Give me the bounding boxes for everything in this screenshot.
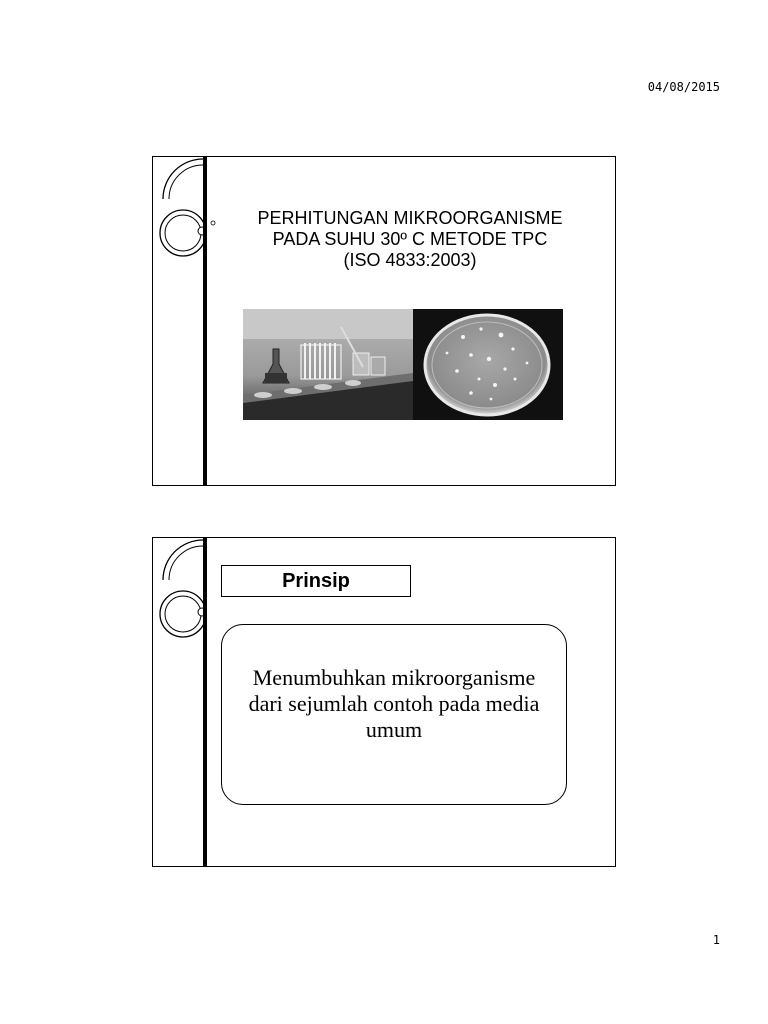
slide-2-heading: Prinsip — [221, 565, 411, 597]
page-number: 1 — [712, 933, 720, 947]
slide-accent-bar — [203, 157, 207, 485]
page-date: 04/08/2015 — [647, 80, 720, 94]
title-line-3: (ISO 4833:2003) — [343, 250, 477, 270]
petri-dish-photo — [413, 309, 563, 420]
title-line-1: PERHITUNGAN MIKROORGANISME — [257, 208, 563, 228]
title-line-2: PADA SUHU 30º C METODE TPC — [272, 229, 548, 249]
slide-1 — [152, 156, 616, 486]
decorative-circles-icon — [153, 157, 223, 267]
lab-and-petri-dish-photo — [243, 309, 563, 420]
principle-content-box — [221, 624, 567, 805]
lab-glassware-photo — [243, 309, 413, 420]
slide-2 — [152, 537, 616, 867]
decorative-circles-icon — [153, 538, 223, 648]
slide-1-title — [215, 208, 605, 271]
slide-accent-bar — [203, 538, 207, 866]
principle-text: Menumbuhkan mikroorganisme dari sejumlah contoh pada media umum — [248, 664, 540, 742]
